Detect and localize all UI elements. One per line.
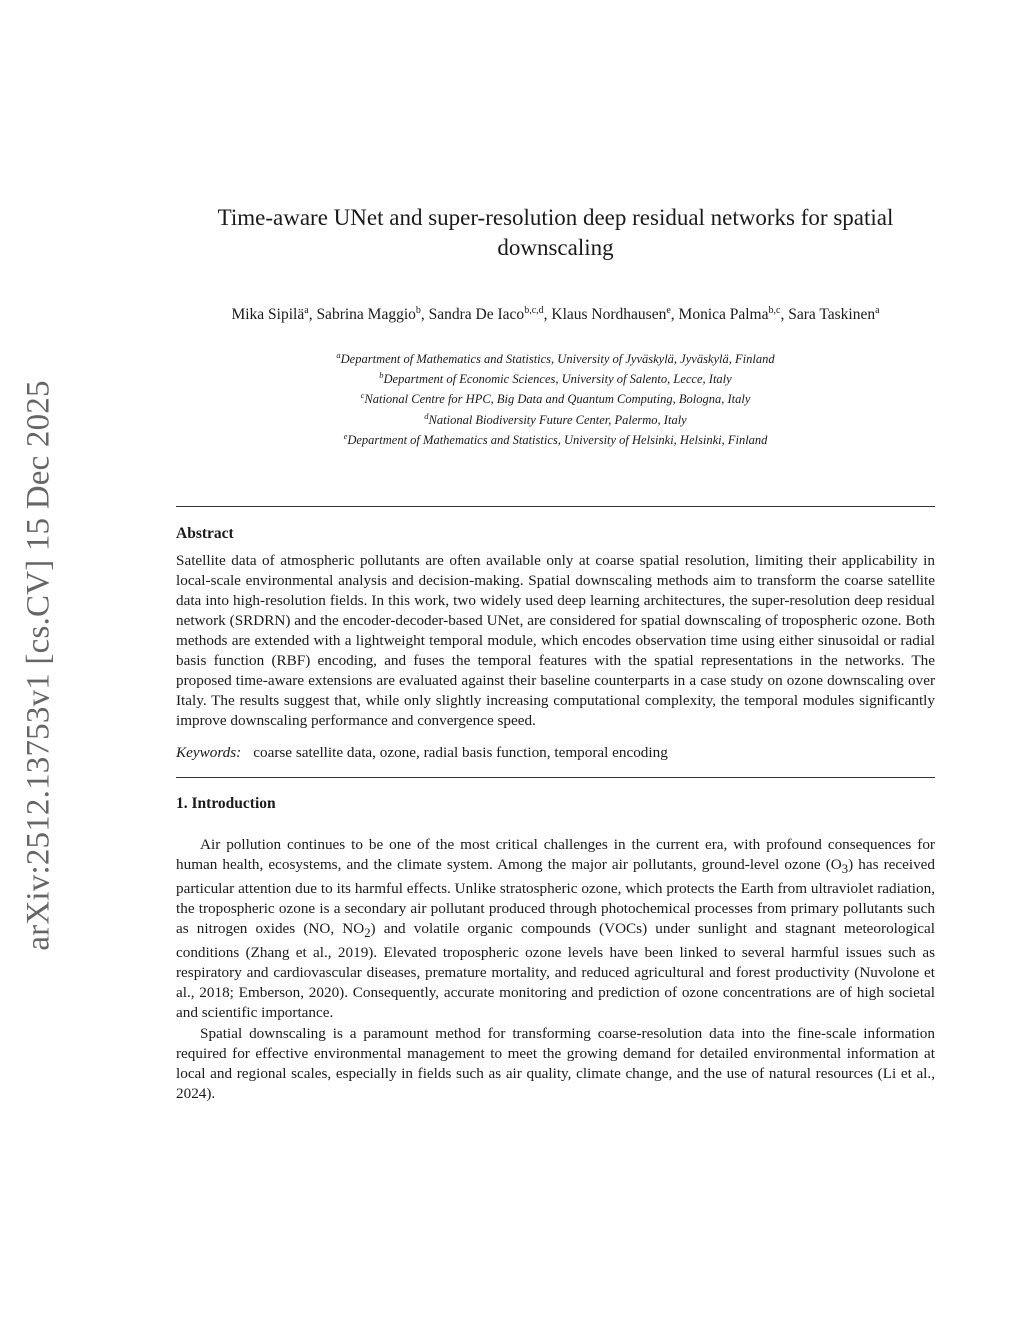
author — [316, 306, 420, 323]
keywords-label: Keywords: — [176, 743, 242, 761]
author-affiliation-mark: a — [304, 305, 309, 316]
arxiv-identifier — [8, 370, 70, 960]
keywords — [176, 743, 935, 763]
section-heading-introduction: 1. Introduction — [176, 794, 276, 812]
affiliation — [176, 408, 935, 428]
author-affiliation-mark: b — [415, 305, 421, 316]
affiliation-mark: c — [360, 390, 365, 401]
abstract-bottom-rule — [176, 777, 935, 778]
keywords-text: coarse satellite data, ozone, radial basis function, temporal encoding — [253, 743, 668, 761]
intro-paragraph-1: Air pollution continues to be one of the most critical challenges in the current era, with profound consequences for human health, ecosystems, and the climate system. Among the major air pollutants, ground-level ozone $(O_3)$ has received particular attention due to its harmful effects. Unlike stratospheric ozone, which protects the Earth from ultraviolet radiation, the tropospheric ozone is a secondary air pollutant produced through photochemical processes from primary pollutants such as nitrogen oxides (NO, $NO_2$) and volatile organic compounds (VOCs) under sunlight and stagnant meteorological conditions (Zhang et al., 2019). Elevated tropospheric ozone levels have been linked to several harmful issues such as respiratory and cardiovascular diseases, premature mortality, and reduced agricultural and forest productivity (Nuvolone et al., 2018; Emberson, 2020). Consequently, accurate monitoring and prediction of ozone concentrations are of high societal and scientific importance. — [176, 835, 935, 1021]
subscript: 3 — [841, 861, 849, 876]
abstract-heading: Abstract — [176, 524, 234, 542]
affiliation — [176, 428, 935, 448]
affiliation-text: Department of Mathematics and Statistics, University of Jyväskylä, Jyväskylä, Finland — [340, 352, 775, 367]
author — [231, 306, 308, 323]
abstract-top-rule — [176, 506, 935, 507]
author-affiliation-mark: b,c,d — [524, 305, 544, 316]
intro-paragraph-2: Spatial downscaling is a paramount method for transforming coarse-resolution data into the fine-scale information required for effective environmental management to meet the growing demand for detailed environmental information at local and regional scales, especially in fields such as air quality, climate change, and the use of natural resources (Li et al., 2024). — [176, 1025, 935, 1102]
author — [679, 306, 781, 323]
author-list: Mika Sipilä$^a$, Sabrina Maggio$^b$, Sandra De Iaco$^{b,c,d}$, Klaus Nordhausen$^e$, Monica Palma$^{b,c}$, Sara Taskinen$^a$ — [231, 305, 880, 324]
affiliation-mark: b — [379, 370, 384, 381]
paper-title: Time-aware UNet and super-resolution deep residual networks for spatial downscaling — [217, 205, 894, 260]
affiliation-mark: e — [343, 430, 348, 441]
affiliation — [176, 367, 935, 387]
author — [551, 306, 670, 323]
author-name: Sandra De Iaco — [428, 306, 525, 324]
affiliation-text: Department of Economic Sciences, University of Salento, Lecce, Italy — [383, 372, 732, 387]
affiliation — [176, 347, 935, 367]
author-name: Monica Palma — [678, 306, 769, 324]
affiliation-mark: a — [336, 350, 341, 361]
affiliation-mark: d — [424, 410, 429, 421]
arxiv-identifier-text: arXiv:2512.13753v1 [cs.CV] 15 Dec 2025 — [20, 379, 57, 951]
subscript: 2 — [364, 926, 371, 940]
author-affiliation-mark: e — [666, 305, 671, 316]
affiliation-text: National Centre for HPC, Big Data and Quantum Computing, Bologna, Italy — [364, 392, 751, 407]
author — [429, 306, 544, 323]
author-affiliation-mark: a — [875, 305, 880, 316]
author-name: Mika Sipilä — [231, 306, 305, 324]
abstract-text: Satellite data of atmospheric pollutants are often available only at coarse spatial resolution, limiting their applicability in local-scale environmental analysis and decision-making. Spatial downscaling methods aim to transform the coarse satellite data into high-resolution fields. In this work, two widely used deep learning architectures, the super-resolution deep residual network (SRDRN) and the encoder-decoder-based UNet, are considered for spatial downscaling of tropospheric ozone. Both methods are extended with a lightweight temporal module, which encodes observation time using either sinusoidal or radial basis function (RBF) encoding, and fuses the temporal features with the spatial representations in the networks. The proposed time-aware extensions are evaluated against their baseline counterparts in a case study on ozone downscaling over Italy. The results suggest that, while only slightly increasing computational complexity, the temporal modules significantly improve downscaling performance and convergence speed. — [176, 551, 935, 729]
affiliation — [176, 387, 935, 407]
author-name: Klaus Nordhausen — [551, 306, 667, 324]
affiliation-text: Department of Mathematics and Statistics, University of Helsinki, Helsinki, Finland — [347, 432, 768, 447]
author-name: Sara Taskinen — [788, 306, 876, 324]
author — [788, 306, 879, 323]
paper-page — [176, 203, 935, 1104]
author-affiliation-mark: b,c — [768, 305, 781, 316]
affiliation-text: National Biodiversity Future Center, Palermo, Italy — [428, 412, 687, 427]
affiliation-list — [176, 347, 935, 448]
author-name: Sabrina Maggio — [316, 306, 416, 324]
